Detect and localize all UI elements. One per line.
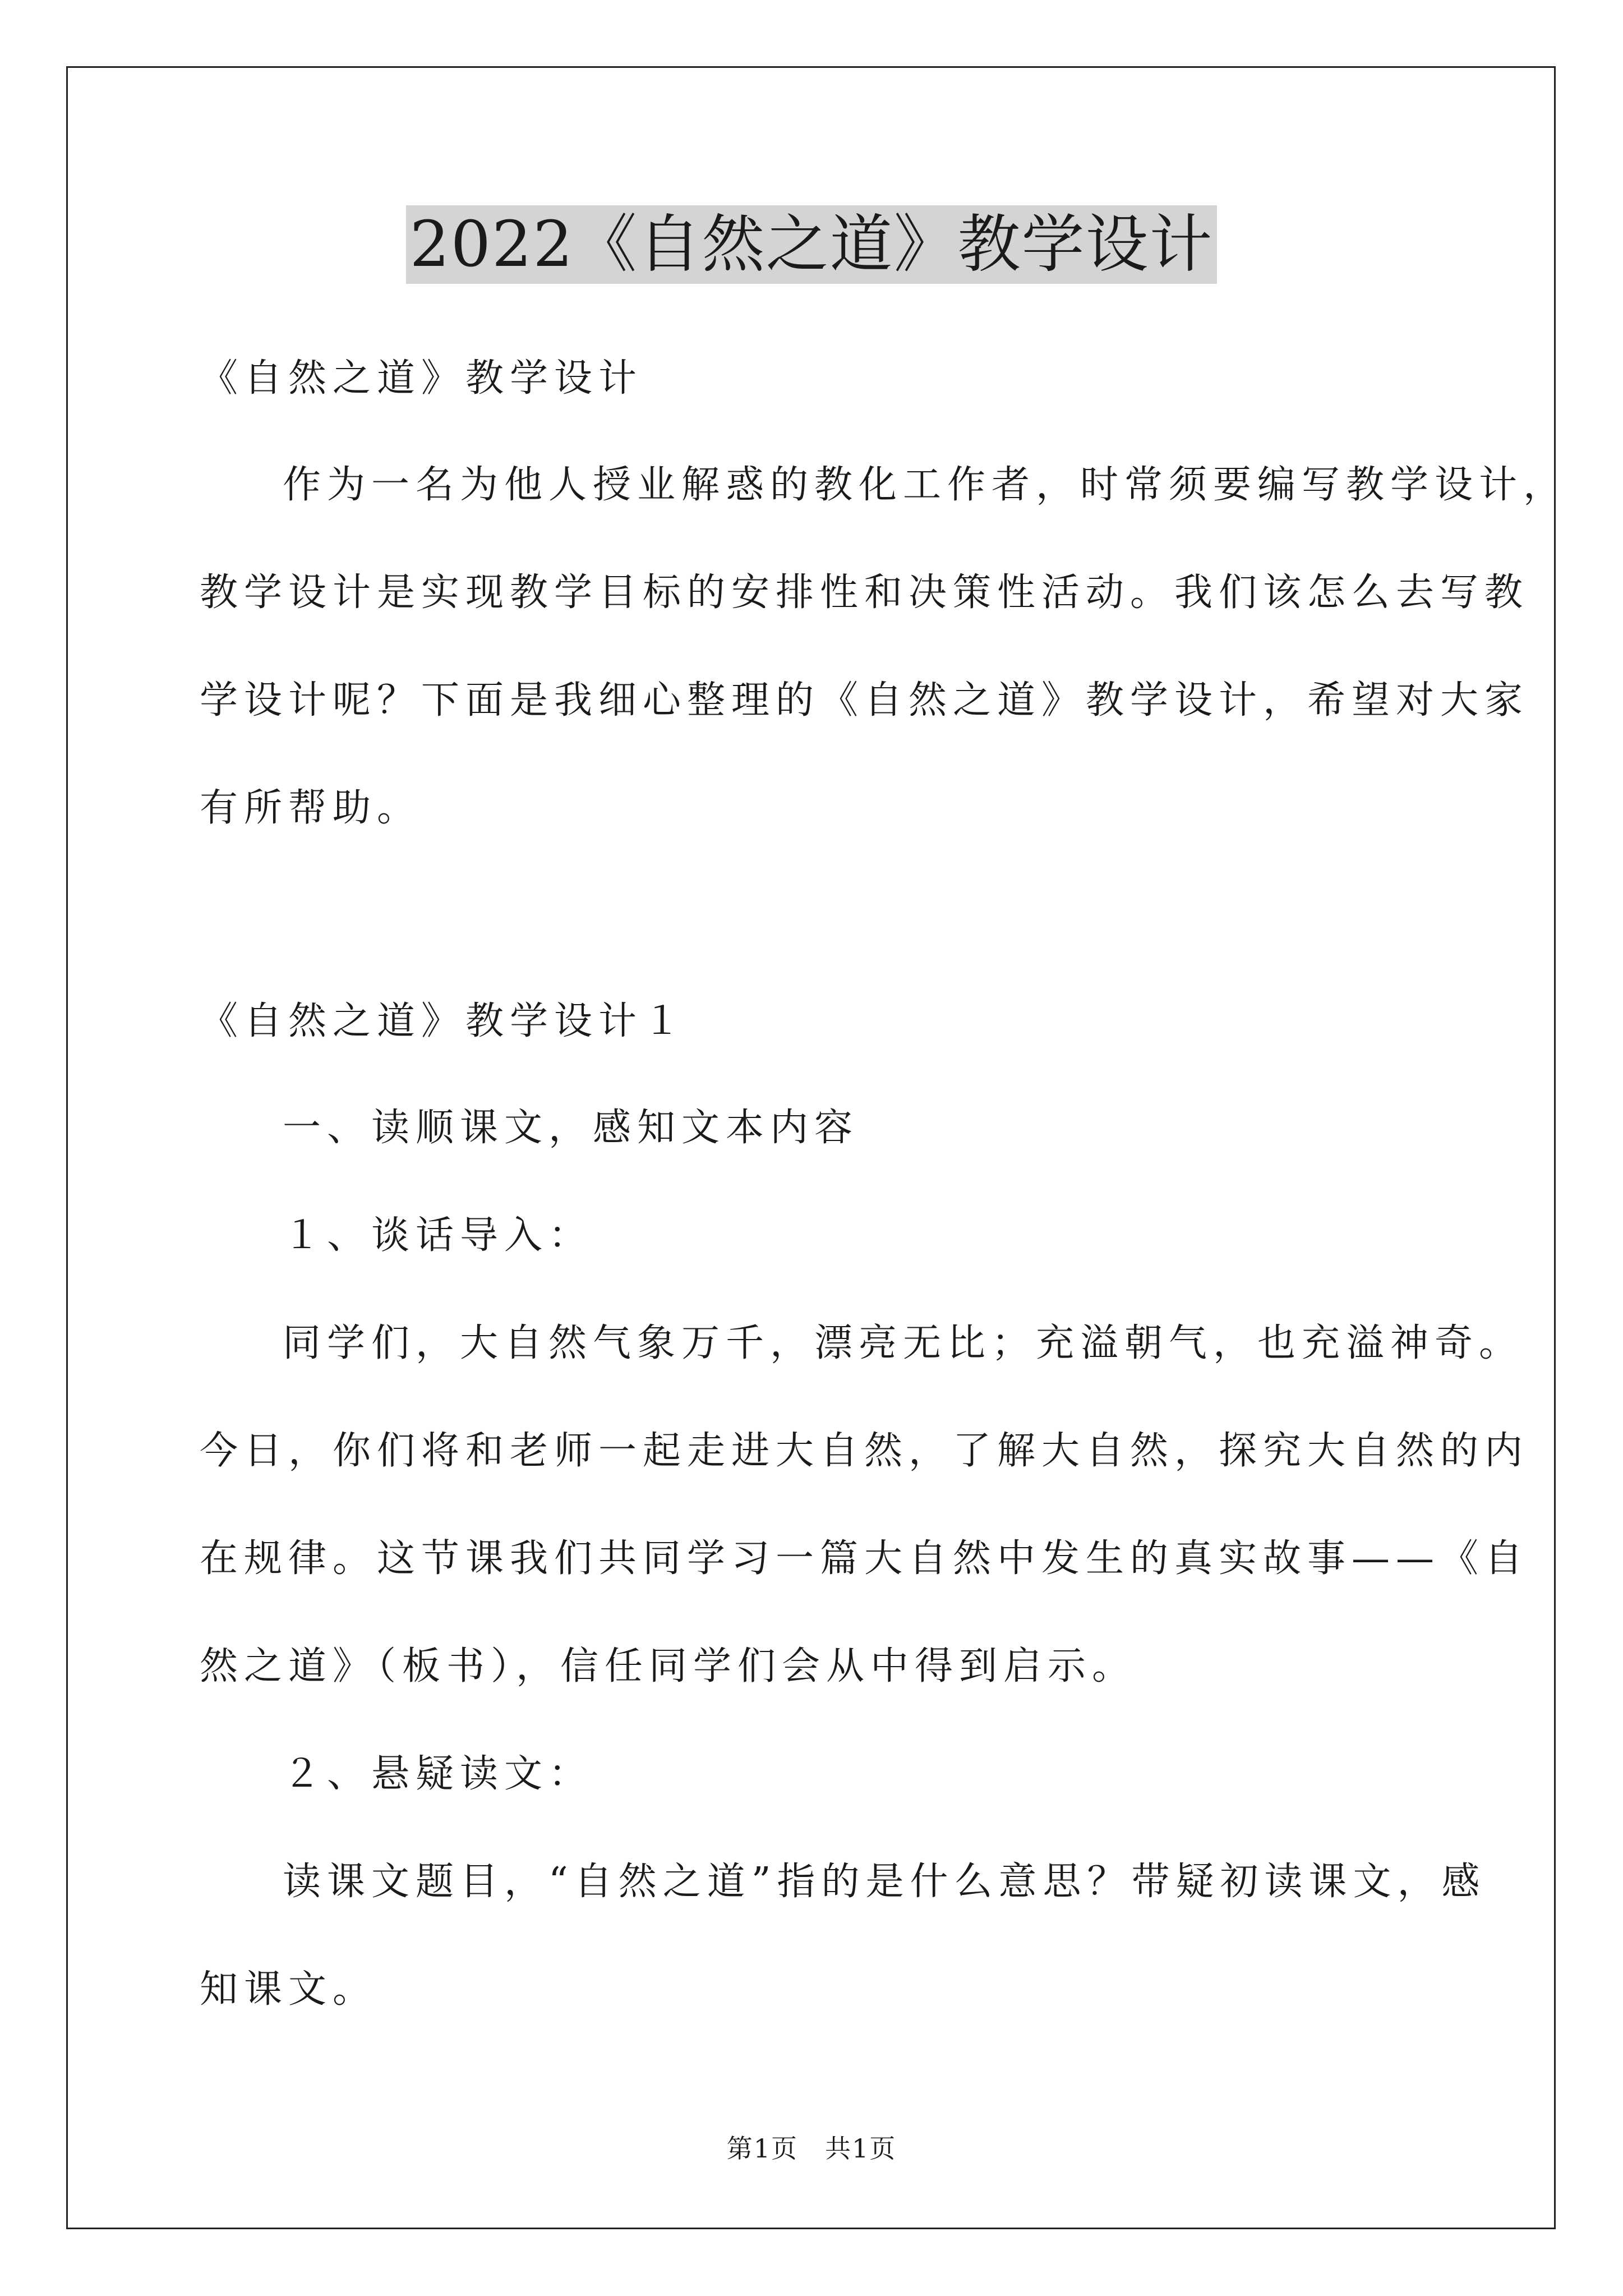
document-title: 2022《自然之道》教学设计 (406, 205, 1216, 284)
subheading-line: ２、悬疑读文： (283, 1752, 593, 1796)
title-wrap (0, 205, 1623, 284)
subheading-line: １、谈话导入： (283, 1213, 593, 1258)
paragraph-line: 有所帮助。 (200, 786, 422, 830)
paragraph-line: 学设计呢？下面是我细心整理的《自然之道》教学设计，希望对大家 (200, 678, 1529, 723)
paragraph-line: 知课文。 (200, 1967, 377, 2012)
paragraph-line: 教学设计是实现教学目标的安排性和决策性活动。我们该怎么去写教 (200, 570, 1529, 615)
paragraph-line: 然之道》（板书），信任同学们会从中得到启示。 (200, 1644, 1137, 1688)
subheading-line: 一、读顺课文，感知文本内容 (283, 1106, 859, 1150)
subtitle-line: 《自然之道》教学设计 (200, 356, 643, 401)
paragraph-line: 作为一名为他人授业解惑的教化工作者，时常须要编写教学设计， (283, 463, 1568, 507)
paragraph-line: 同学们，大自然气象万千，漂亮无比；充溢朝气，也充溢神奇。 (283, 1321, 1524, 1365)
paragraph-line: 在规律。这节课我们共同学习一篇大自然中发生的真实故事——《自 (200, 1536, 1529, 1581)
paragraph-line: 今日，你们将和老师一起走进大自然，了解大自然，探究大自然的内 (200, 1429, 1529, 1473)
section-heading: 《自然之道》教学设计１ (200, 999, 688, 1043)
paragraph-line: 读课文题目，“自然之道”指的是什么意思？带疑初读课文，感 (283, 1860, 1486, 1904)
page-footer: 第1页 共1页 (726, 2133, 897, 2164)
